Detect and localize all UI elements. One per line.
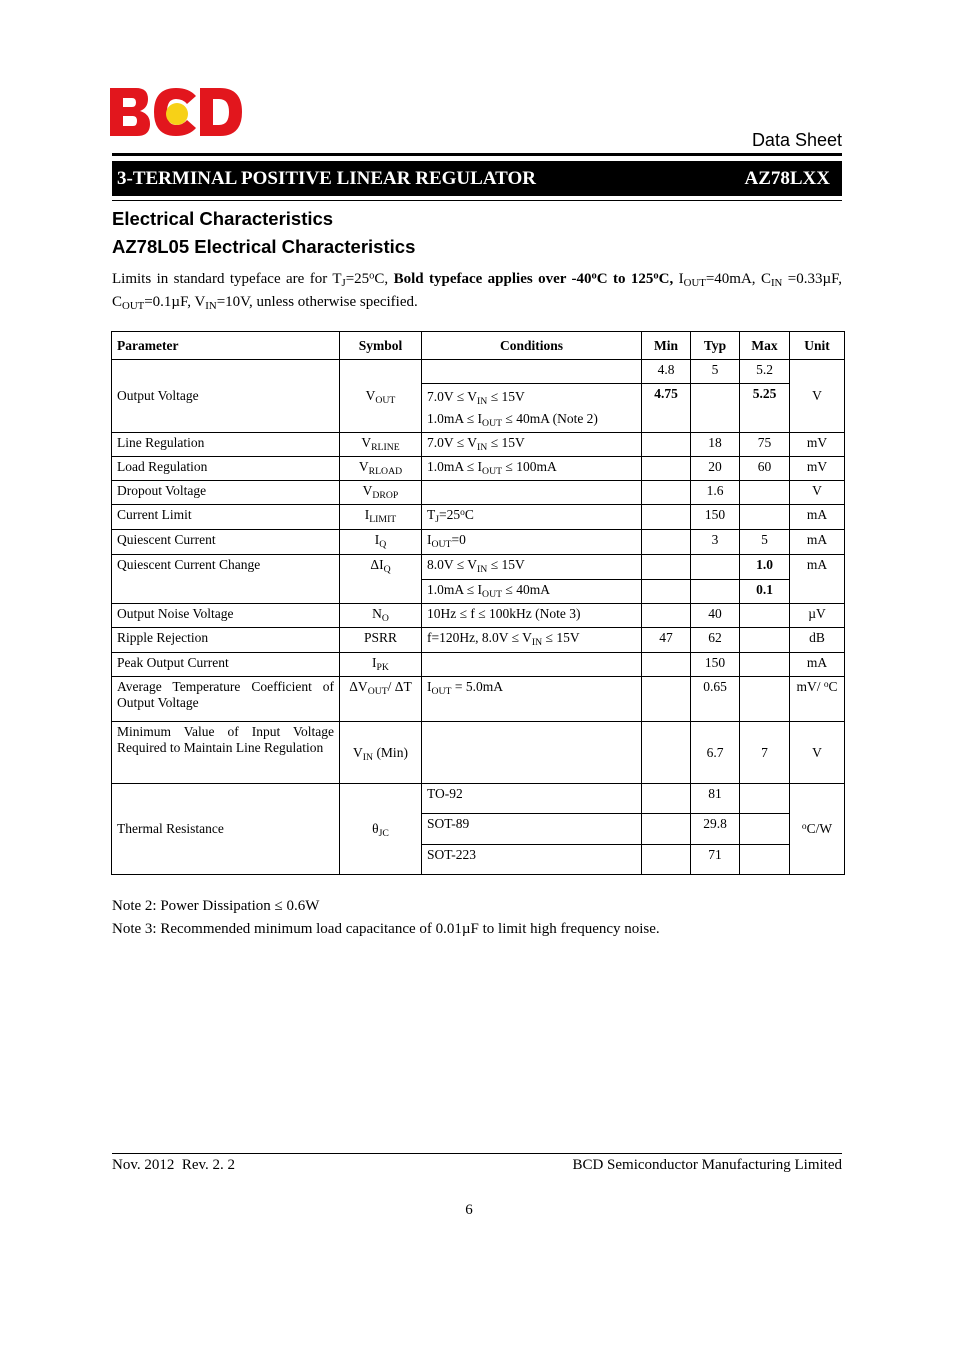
- title-bottom-rule: [112, 200, 842, 201]
- unit-cell: mA: [790, 653, 845, 677]
- document-title: 3-TERMINAL POSITIVE LINEAR REGULATOR: [117, 167, 536, 189]
- condition-cell: [422, 653, 642, 677]
- header-typ: Typ: [691, 332, 740, 360]
- unit-cell: $^o$C/W: [790, 784, 845, 875]
- table-row: [112, 505, 845, 530]
- param-temp-coefficient: Average Temperature Coefficient of Output Voltage: [112, 677, 340, 722]
- typ-cell: 0.65: [691, 677, 740, 722]
- max-cell: 1.0: [740, 555, 790, 580]
- max-cell: [740, 604, 790, 628]
- page-number: 6: [465, 1202, 473, 1218]
- max-cell: 0.1: [740, 580, 790, 604]
- symbol-theta-jc: $\theta_{JC}$: [340, 784, 422, 875]
- typ-cell: 1.6: [691, 481, 740, 505]
- max-cell: 5: [740, 530, 790, 555]
- symbol-vin-min: $V_{IN}$ (Min): [340, 722, 422, 784]
- param-thermal-resistance: Thermal Resistance: [112, 784, 340, 875]
- param-dropout-voltage: Dropout Voltage: [112, 481, 340, 505]
- min-cell: [642, 481, 691, 505]
- symbol-vrload: $V_{RLOAD}$: [340, 457, 422, 481]
- unit-cell: mV/ $^o$C: [790, 677, 845, 722]
- typ-cell: 6.7: [691, 722, 740, 784]
- note-3: Note 3: Recommended minimum load capacitance of 0.01µF to limit high frequency noise.: [112, 921, 660, 937]
- unit-cell: V: [790, 481, 845, 505]
- condition-cell: SOT-223: [422, 845, 642, 875]
- header-symbol: Symbol: [340, 332, 422, 360]
- max-cell: [740, 845, 790, 875]
- max-cell: [740, 653, 790, 677]
- min-cell: [642, 604, 691, 628]
- min-cell: [642, 530, 691, 555]
- footer-rule: [112, 1153, 842, 1154]
- part-number: AZ78LXX: [744, 167, 830, 189]
- typ-cell: 150: [691, 653, 740, 677]
- param-load-regulation: Load Regulation: [112, 457, 340, 481]
- table-row: [112, 530, 845, 555]
- param-quiescent-current: Quiescent Current: [112, 530, 340, 555]
- condition-cell: $7.0V \le V_{IN} \le 15V$ $1.0mA \le I_{OUT} \le 40mA$ (Note 2): [422, 384, 642, 433]
- symbol-iq: $I_Q$: [340, 530, 422, 555]
- symbol-vout: $V_{OUT}$: [340, 360, 422, 433]
- condition-cell: $7.0V \le V_{IN} \le 15V$: [422, 433, 642, 457]
- table-row: [112, 653, 845, 677]
- header-conditions: Conditions: [422, 332, 642, 360]
- typ-cell: [691, 384, 740, 433]
- table-row: [112, 360, 845, 384]
- max-cell: [740, 814, 790, 845]
- typ-cell: 71: [691, 845, 740, 875]
- symbol-ilimit: $I_{LIMIT}$: [340, 505, 422, 530]
- unit-cell: dB: [790, 628, 845, 653]
- note-2: Note 2: Power Dissipation ≤ 0.6W: [112, 898, 320, 914]
- param-output-voltage: Output Voltage: [112, 360, 340, 433]
- unit-cell: mV: [790, 457, 845, 481]
- condition-cell: $1.0mA \le I_{OUT} \le 100mA$: [422, 457, 642, 481]
- condition-cell: SOT-89: [422, 814, 642, 845]
- max-cell: [740, 481, 790, 505]
- unit-cell: mA: [790, 555, 845, 604]
- symbol-ipk: $I_{PK}$: [340, 653, 422, 677]
- bcd-logo: [110, 88, 242, 136]
- condition-cell: $I_{OUT}=0$: [422, 530, 642, 555]
- header-max: Max: [740, 332, 790, 360]
- symbol-psrr: PSRR: [340, 628, 422, 653]
- typ-cell: 18: [691, 433, 740, 457]
- typ-cell: 20: [691, 457, 740, 481]
- unit-cell: V: [790, 360, 845, 433]
- condition-cell: $8.0V \le V_{IN} \le 15V$: [422, 555, 642, 580]
- min-cell: [642, 653, 691, 677]
- min-cell: [642, 505, 691, 530]
- max-cell: 5.25: [740, 384, 790, 433]
- min-cell: [642, 457, 691, 481]
- header-min: Min: [642, 332, 691, 360]
- intro-paragraph: Limits in standard typeface are for $T_J=25^oC$, Bold typeface applies over -40$^o$C to 125$^o$C, $I_{OUT}=40mA$, $C_{IN} =0.33\mu F$, $C_{OUT}=0.1\mu F$, $V_{IN}=10V$, unless otherwise specified.: [112, 270, 843, 313]
- param-line-regulation: Line Regulation: [112, 433, 340, 457]
- max-cell: [740, 677, 790, 722]
- table-row: [112, 677, 845, 722]
- symbol-delta-iq: $\Delta I_Q$: [340, 555, 422, 604]
- max-cell: 60: [740, 457, 790, 481]
- param-peak-output-current: Peak Output Current: [112, 653, 340, 677]
- param-ripple-rejection: Ripple Rejection: [112, 628, 340, 653]
- param-output-noise-voltage: Output Noise Voltage: [112, 604, 340, 628]
- min-cell: [642, 433, 691, 457]
- symbol-vdrop: $V_{DROP}$: [340, 481, 422, 505]
- table-row: [112, 784, 845, 814]
- typ-cell: 3: [691, 530, 740, 555]
- table-row: [112, 555, 845, 580]
- footer-company: BCD Semiconductor Manufacturing Limited: [572, 1157, 842, 1173]
- max-cell: [740, 628, 790, 653]
- max-cell: [740, 784, 790, 814]
- unit-cell: µV: [790, 604, 845, 628]
- table-row: [112, 433, 845, 457]
- condition-cell: $T_J=25^oC$: [422, 505, 642, 530]
- symbol-dvout-dt: $\Delta V_{OUT}/$ ΔT: [340, 677, 422, 722]
- min-cell: [642, 845, 691, 875]
- min-cell: [642, 677, 691, 722]
- doc-type-label: Data Sheet: [751, 130, 842, 150]
- param-current-limit: Current Limit: [112, 505, 340, 530]
- table-row: [112, 481, 845, 505]
- header-parameter: Parameter: [112, 332, 340, 360]
- typ-cell: 40: [691, 604, 740, 628]
- max-cell: 75: [740, 433, 790, 457]
- electrical-characteristics-table: [111, 331, 845, 875]
- unit-cell: mA: [790, 505, 845, 530]
- condition-cell: $1.0mA \le I_{OUT} \le 40mA$: [422, 580, 642, 604]
- condition-cell: [422, 722, 642, 784]
- typ-cell: 81: [691, 784, 740, 814]
- condition-cell: f=120Hz, $8.0V \le V_{IN} \le 15V$: [422, 628, 642, 653]
- unit-cell: mV: [790, 433, 845, 457]
- max-cell: [740, 505, 790, 530]
- typ-cell: [691, 555, 740, 580]
- table-row: [112, 457, 845, 481]
- condition-cell: [422, 360, 642, 384]
- table-row: [112, 628, 845, 653]
- section-title: Electrical Characteristics: [112, 208, 334, 229]
- condition-cell: 10Hz ≤ f ≤ 100kHz (Note 3): [422, 604, 642, 628]
- table-header-row: [112, 332, 845, 360]
- min-cell: 47: [642, 628, 691, 653]
- min-cell: [642, 784, 691, 814]
- unit-cell: V: [790, 722, 845, 784]
- typ-cell: 29.8: [691, 814, 740, 845]
- condition-cell: TO-92: [422, 784, 642, 814]
- min-cell: 4.8: [642, 360, 691, 384]
- header-rule: [112, 153, 842, 156]
- title-bar: [112, 161, 842, 196]
- param-quiescent-current-change: Quiescent Current Change: [112, 555, 340, 604]
- header-unit: Unit: [790, 332, 845, 360]
- typ-cell: 5: [691, 360, 740, 384]
- param-min-input-voltage: Minimum Value of Input Voltage Required to Maintain Line Regulation: [112, 722, 340, 784]
- condition-cell: [422, 481, 642, 505]
- max-cell: 5.2: [740, 360, 790, 384]
- min-cell: 4.75: [642, 384, 691, 433]
- footer-date-revision: Nov. 2012 Rev. 2. 2: [112, 1157, 236, 1173]
- condition-cell: $I_{OUT} = 5.0mA$: [422, 677, 642, 722]
- unit-cell: mA: [790, 530, 845, 555]
- symbol-no: $N_O$: [340, 604, 422, 628]
- min-cell: [642, 814, 691, 845]
- max-cell: 7: [740, 722, 790, 784]
- subsection-title: AZ78L05 Electrical Characteristics: [112, 236, 416, 257]
- notes: [112, 895, 660, 941]
- min-cell: [642, 555, 691, 580]
- typ-cell: 62: [691, 628, 740, 653]
- table-row: [112, 722, 845, 784]
- min-cell: [642, 580, 691, 604]
- typ-cell: [691, 580, 740, 604]
- min-cell: [642, 722, 691, 784]
- symbol-vrline: $V_{RLINE}$: [340, 433, 422, 457]
- table-row: [112, 604, 845, 628]
- typ-cell: 150: [691, 505, 740, 530]
